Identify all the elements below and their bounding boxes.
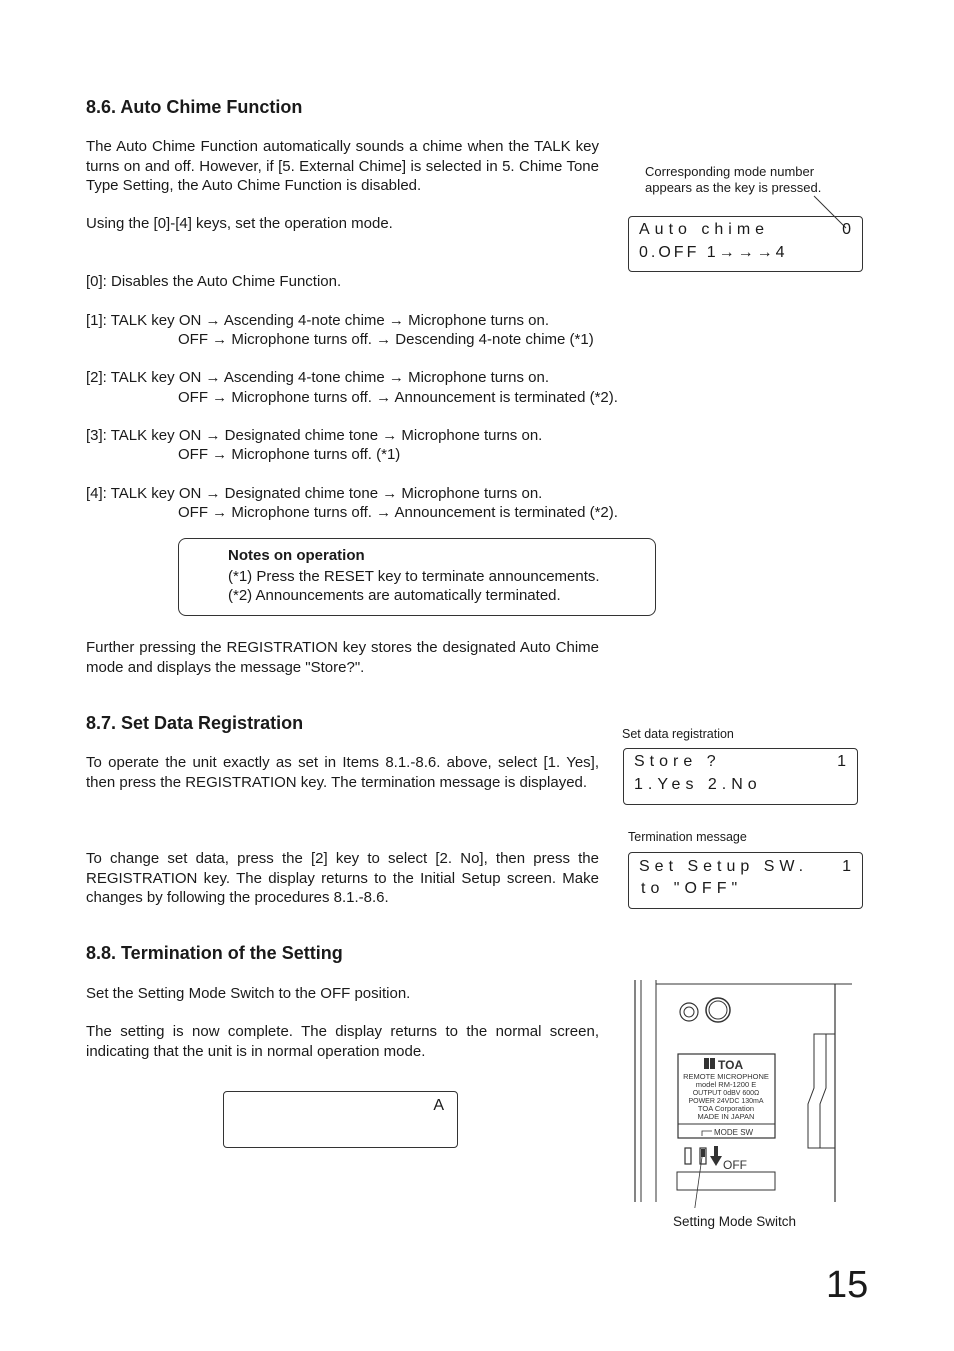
auto-chime-instruction: Using the [0]-[4] keys, set the operation mode. bbox=[86, 215, 393, 232]
panel-brand: TOA bbox=[718, 1058, 744, 1072]
termination-para2: The setting is now complete. The display returns to the normal screen, indicating that the unit is in normal operation mode. bbox=[86, 1023, 599, 1060]
lcd-termination bbox=[628, 852, 863, 909]
lcd-store bbox=[623, 748, 858, 805]
auto-chime-intro: The Auto Chime Function automatically sounds a chime when the TALK key turns on and off. However, if [5. External Chime] is selected in 5. Chime Tone Type Setting, the Auto Chime Function is disabled. bbox=[86, 138, 599, 194]
lcd-auto-chime-line1: Auto chime bbox=[639, 221, 770, 238]
notes-item-1: (*1) Press the RESET key to terminate announcements. bbox=[228, 568, 600, 585]
section-heading-termination: 8.8. Termination of the Setting bbox=[86, 943, 343, 963]
mode-3-on: [3]: TALK key ON → Designated chime tone → Microphone turns on. bbox=[86, 427, 543, 444]
mode-3-off: OFF → Microphone turns off. (*1) bbox=[178, 446, 401, 463]
lcd-termination-line1: Set Setup SW. bbox=[639, 858, 809, 875]
mode-2-on: [2]: TALK key ON → Ascending 4-tone chime → Microphone turns on. bbox=[86, 369, 550, 386]
lcd-store-line2: 1.Yes 2.No bbox=[634, 776, 762, 793]
mode-4-off: OFF → Microphone turns off. → Announcement is terminated (*2). bbox=[178, 504, 618, 521]
notes-title: Notes on operation bbox=[228, 547, 365, 564]
panel-line3: OUTPUT 0dBV 600Ω bbox=[692, 1090, 760, 1097]
panel-off-label: OFF bbox=[723, 1158, 747, 1172]
section-heading-auto-chime: 8.6. Auto Chime Function bbox=[86, 97, 303, 117]
lcd-termination-num: 1 bbox=[842, 858, 856, 875]
lcd-auto-chime bbox=[628, 216, 863, 272]
arrow-down-icon bbox=[710, 1146, 722, 1166]
panel-mode-sw: MODE SW bbox=[714, 1128, 754, 1137]
lcd-auto-chime-line2: 0.OFF 1→→→4 bbox=[639, 244, 788, 261]
notes-box bbox=[178, 538, 656, 616]
panel-line5: TOA Corporation bbox=[697, 1104, 755, 1113]
setting-mode-switch-caption: Setting Mode Switch bbox=[673, 1214, 797, 1229]
section-heading-set-data: 8.7. Set Data Registration bbox=[86, 713, 304, 733]
lcd-normal-char: A bbox=[433, 1097, 449, 1114]
mode-4-on: [4]: TALK key ON → Designated chime tone → Microphone turns on. bbox=[86, 485, 543, 502]
set-data-para1: To operate the unit exactly as set in Items 8.1.-8.6. above, select [1. Yes], then press the REGISTRATION key. The termination message is displayed. bbox=[86, 754, 599, 791]
mode-0-description: [0]: Disables the Auto Chime Function. bbox=[86, 273, 342, 290]
device-panel-illustration bbox=[630, 976, 860, 1208]
store-paragraph: Further pressing the REGISTRATION key stores the designated Auto Chime mode and displays the message "Store?". bbox=[86, 639, 599, 676]
panel-line2: model RM-1200 E bbox=[695, 1080, 757, 1089]
panel-line4: POWER 24VDC 130mA bbox=[688, 1098, 764, 1105]
connector-jack-icon bbox=[680, 1003, 698, 1021]
mode-switch-icon bbox=[685, 1148, 706, 1164]
lcd-auto-chime-mode-num: 0 bbox=[842, 221, 856, 238]
mode-number-callout: Corresponding mode number appears as the key is pressed. bbox=[645, 164, 822, 195]
lcd-termination-line2: to "OFF" bbox=[641, 880, 743, 897]
toa-logo-icon bbox=[704, 1058, 715, 1069]
termination-para1: Set the Setting Mode Switch to the OFF position. bbox=[86, 985, 411, 1002]
panel-line1: REMOTE MICROPHONE bbox=[683, 1072, 769, 1081]
panel-line6: MADE IN JAPAN bbox=[697, 1112, 755, 1121]
label-termination-message: Termination message bbox=[628, 830, 747, 844]
lcd-store-num: 1 bbox=[837, 753, 851, 770]
lcd-normal-screen bbox=[223, 1091, 458, 1148]
mode-2-off: OFF → Microphone turns off. → Announcement is terminated (*2). bbox=[178, 389, 618, 406]
mode-1-off: OFF → Microphone turns off. → Descending 4-note chime (*1) bbox=[178, 331, 594, 348]
knob-icon bbox=[706, 998, 730, 1022]
page-number: 15 bbox=[826, 1264, 869, 1306]
set-data-para2: To change set data, press the [2] key to select [2. No], then press the REGISTRATION key. The display returns to the Initial Setup screen. Make changes by following the procedures 8.1.-8.6. bbox=[86, 850, 599, 906]
notes-item-2: (*2) Announcements are automatically terminated. bbox=[228, 587, 561, 604]
label-set-data-registration: Set data registration bbox=[622, 727, 734, 741]
lcd-store-line1: Store ? bbox=[634, 753, 721, 770]
mode-1-on: [1]: TALK key ON → Ascending 4-note chime → Microphone turns on. bbox=[86, 312, 550, 329]
